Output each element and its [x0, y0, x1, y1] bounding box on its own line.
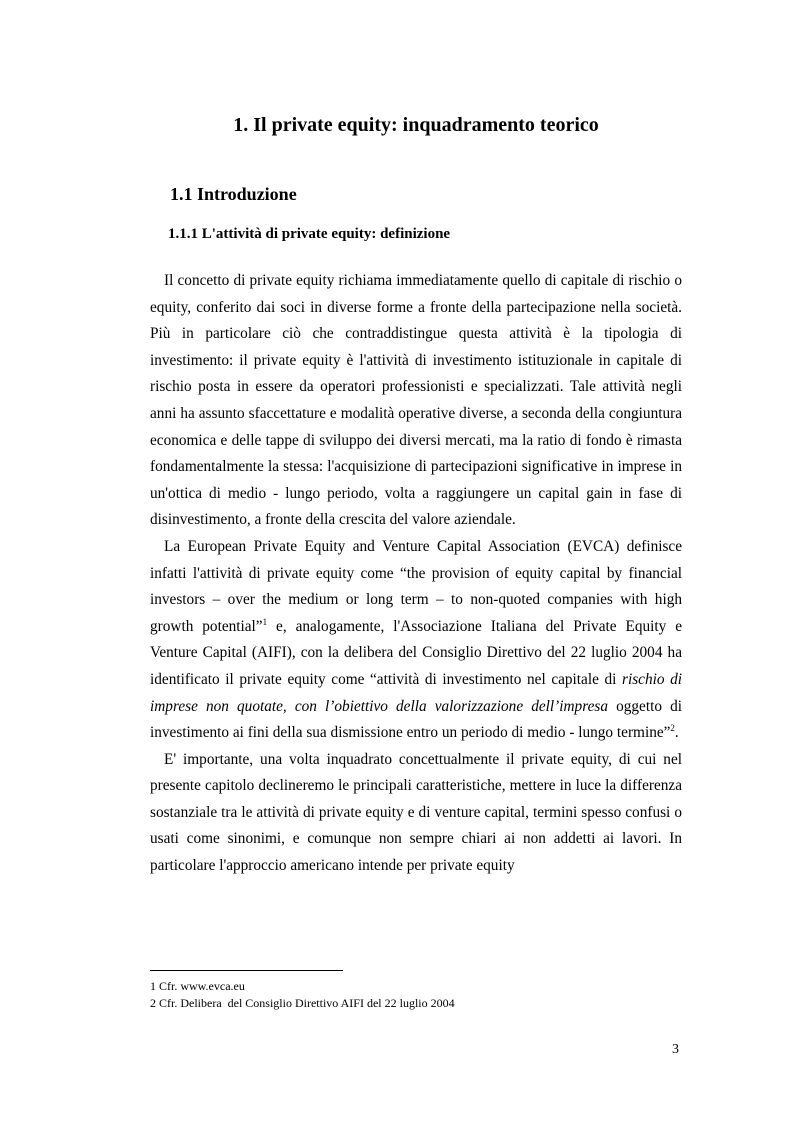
footnote-2: 2 Cfr. Delibera del Consiglio Direttivo AIFI del 22 luglio 2004 — [150, 996, 455, 1010]
footnote-ref-2: 2 — [670, 723, 675, 734]
paragraph-2-part-c: oggetto di investimento ai fini della sua dismissione entro un periodo di medio - lungo termine” — [150, 697, 682, 742]
paragraph-3: E' importante, una volta inquadrato concettualmente il private equity, di cui nel presente capitolo declineremo le principali caratteristiche, mettere in luce la differenza sostanziale tra le attività di private equity e di venture capital, termini spesso confusi o usati come sinonimi, e comunque non sempre chiari ai non addetti ai lavori. In particolare l'approccio americano intende per private equity — [150, 750, 682, 875]
footnote-ref-1: 1 — [262, 616, 268, 627]
paragraph-2-part-b: e, analogamente, l'Associazione Italiana del Private Equity e Venture Capital (AIFI), con la delibera del Consiglio Direttivo del 22 luglio 2004 ha identificato il private equity come “attività di investimento nel capitale di — [150, 617, 682, 688]
paragraph-2-italic: rischio di imprese non quotate, con l’obiettivo della valorizzazione dell’impresa — [150, 670, 682, 715]
footnotes — [150, 978, 455, 1012]
page-number: 3 — [672, 1042, 679, 1057]
paragraph-2-part-a: La European Private Equity and Venture Capital Association (EVCA) definisce infatti l'attività di private equity come “the provision of equity capital by financial investors – over the medium or long term – to non-quoted companies with high growth potential” — [150, 537, 682, 635]
chapter-title: 1. Il private equity: inquadramento teorico — [233, 114, 599, 136]
paragraph-1: Il concetto di private equity richiama immediatamente quello di capitale di rischio o equity, conferito dai soci in diverse forme a fronte della partecipazione nella società. Più in particolare ciò che contraddistingue questa attività è la tipologia di investimento: il private equity è l'attività di investimento istituzionale in capitale di rischio posta in essere da operatori professionisti e specializzati. Tale attività negli anni ha assunto sfaccettature e modalità operative diverse, a seconda della congiuntura economica e delle tappe di sviluppo dei diversi mercati, ma la ratio di fondo è rimasta fondamentalmente la stessa: l'acquisizione di partecipazioni significative in imprese in un'ottica di medio - lungo periodo, volta a raggiungere un capital gain in fase di disinvestimento, a fronte della crescita del valore aziendale. — [150, 272, 682, 529]
subsection-title: 1.1.1 L'attività di private equity: definizione — [168, 226, 451, 242]
footnote-divider — [150, 970, 343, 971]
footnote-1: 1 Cfr. www.evca.eu — [150, 979, 245, 993]
paragraph-2-end: . — [674, 724, 679, 742]
section-title: 1.1 Introduzione — [170, 184, 297, 204]
paragraph-2 — [150, 534, 682, 747]
body-text — [150, 268, 682, 880]
